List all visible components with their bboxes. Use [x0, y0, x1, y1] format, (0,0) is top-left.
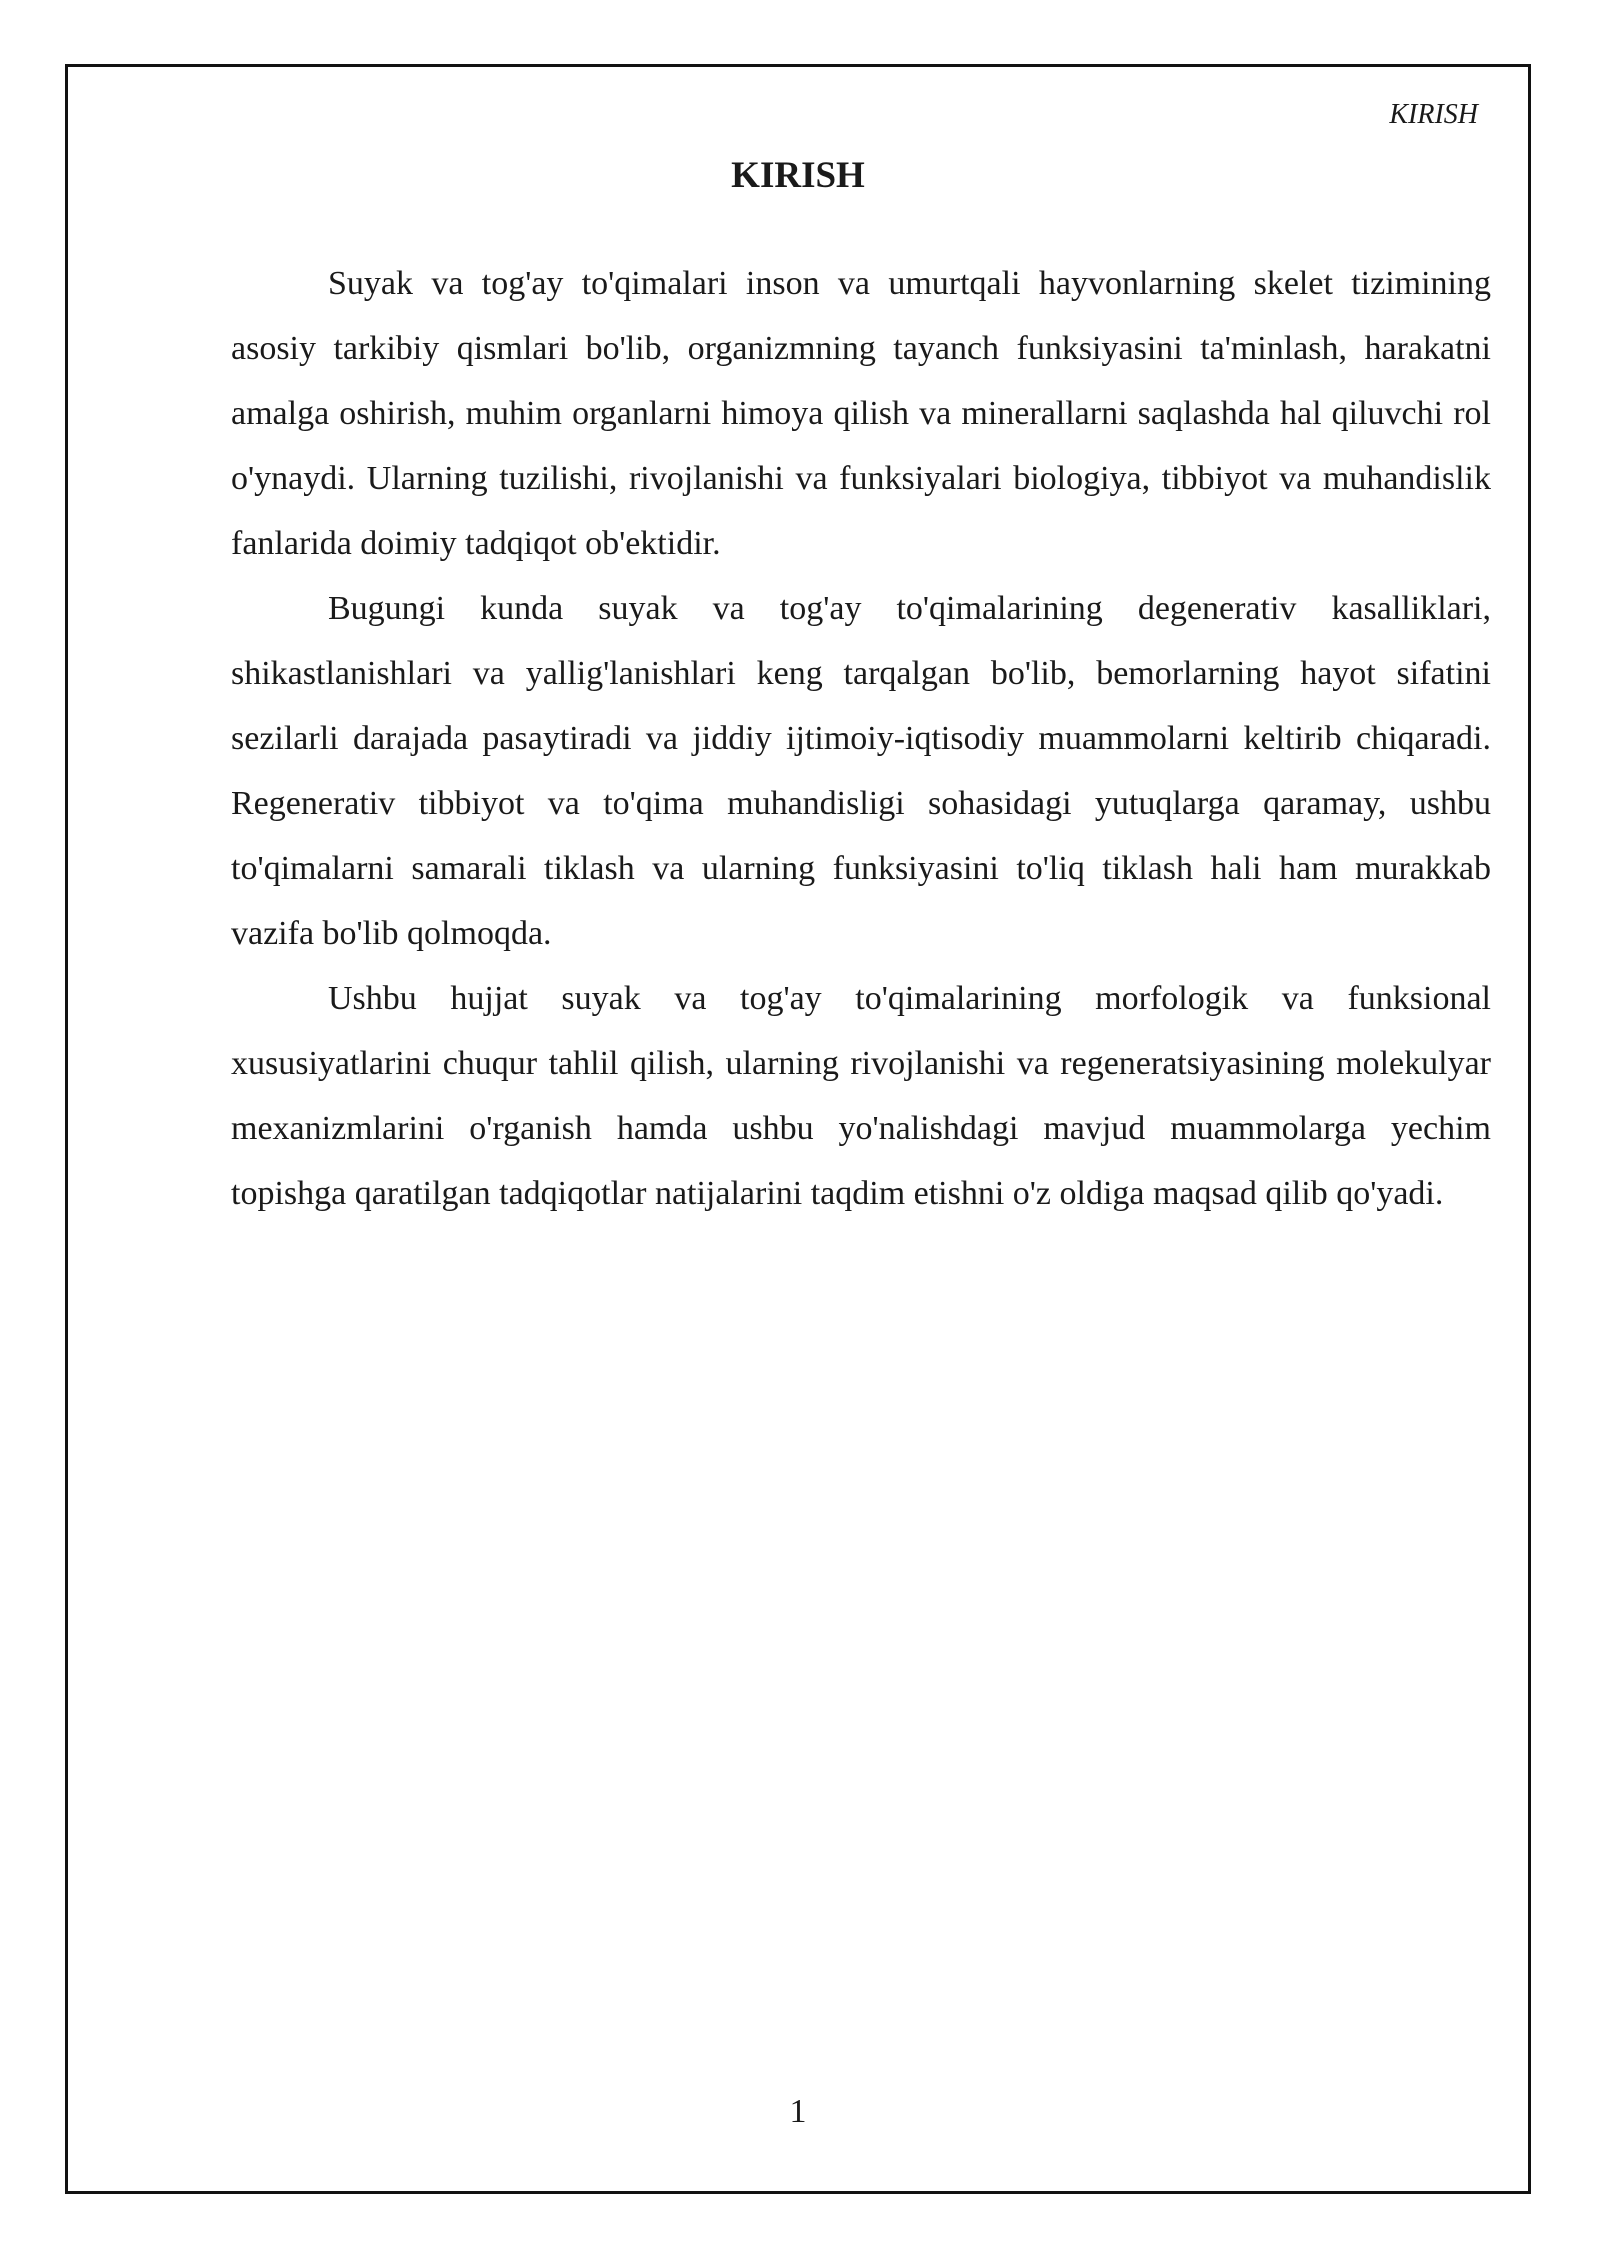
paragraph-3: Ushbu hujjat suyak va tog'ay to'qimalarining morfologik va funksional xususiyatlarini chuqur tahlil qilish, ularning rivojlanishi va regeneratsiyasining molekulyar mexanizmlarini o'rganish hamda ushbu yo'nalishdagi mavjud muammolarga yechim topishga qaratilgan tadqiqotlar natijalarini taqdim etishni o'z oldiga maqsad qilib qo'yadi.	[231, 980, 1491, 1212]
page-title: KIRISH	[731, 155, 865, 196]
paragraph-1: Suyak va tog'ay to'qimalari inson va umurtqali hayvonlarning skelet tizimining asosiy tarkibiy qismlari bo'lib, organizmning tayanch funksiyasini ta'minlash, harakatni amalga oshirish, muhim organlarni himoya qilish va minerallarni saqlashda hal qiluvchi rol o'ynaydi. Ularning tuzilishi, rivojlanishi va funksiyalari biologiya, tibbiyot va muhandislik fanlarida doimiy tadqiqot ob'ektidir.	[231, 265, 1491, 562]
page-number: 1	[789, 2093, 807, 2130]
paragraph-2: Bugungi kunda suyak va tog'ay to'qimalarining degenerativ kasalliklari, shikastlanishlari va yallig'lanishlari keng tarqalgan bo'lib, bemorlarning hayot sifatini sezilarli darajada pasaytiradi va jiddiy ijtimoiy-iqtisodiy muammolarni keltirib chiqaradi. Regenerativ tibbiyot va to'qima muhandisligi sohasidagi yutuqlarga qaramay, ushbu to'qimalarni samarali tiklash va ularning funksiyasini to'liq tiklash hali ham murakkab vazifa bo'lib qolmoqda.	[231, 590, 1491, 952]
running-header: KIRISH	[1389, 99, 1478, 130]
page-frame	[65, 64, 1531, 2194]
body-text	[231, 251, 1491, 1226]
